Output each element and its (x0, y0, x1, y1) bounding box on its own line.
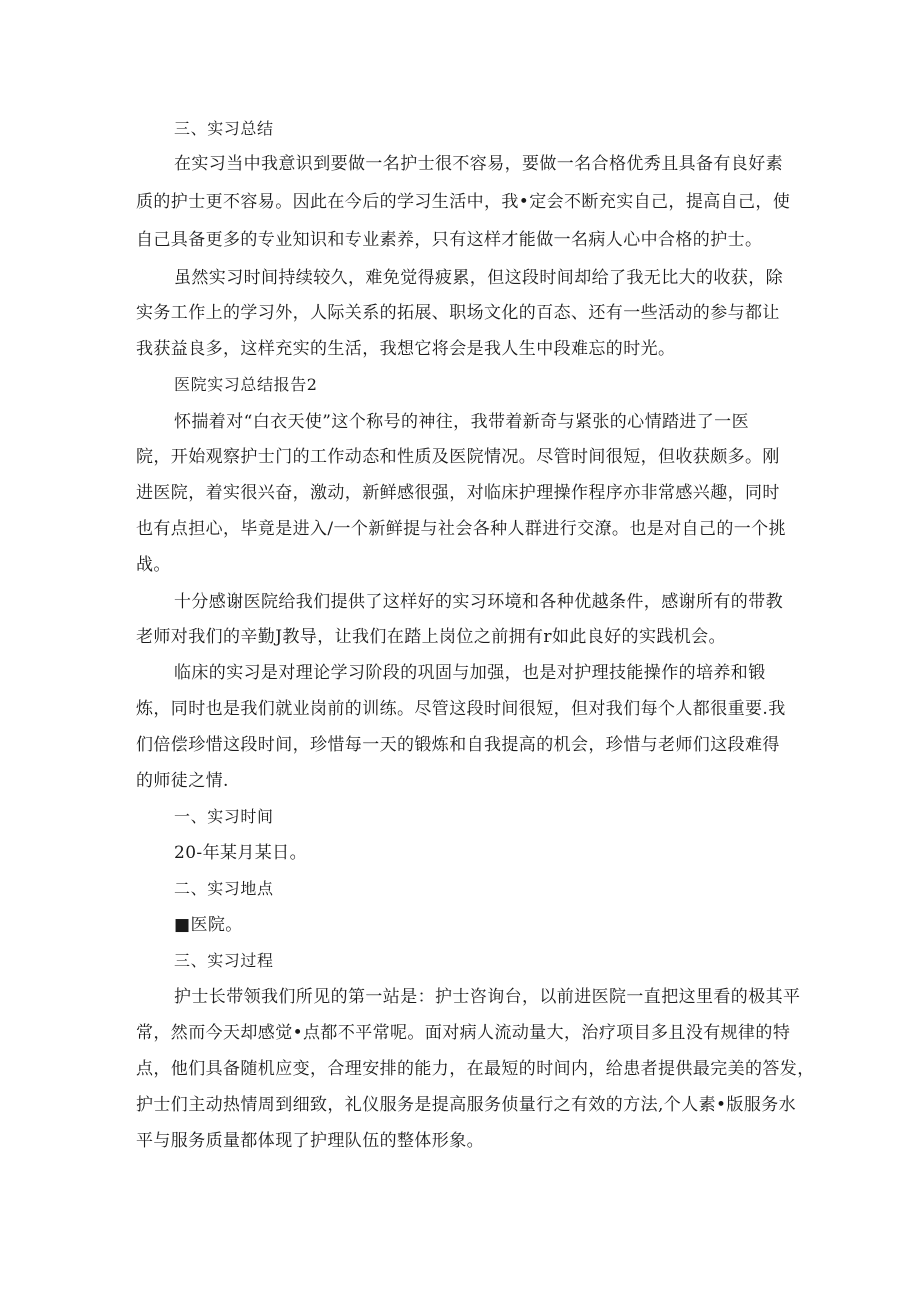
paragraph-line: 炼，同时也是我们就业岗前的训练。尽管这段时间很短，但对我们每个人都很重要.我 (136, 699, 786, 719)
paragraph-line: 自己具备更多的专业知识和专业素养，只有这样才能做一名病人心中合格的护士。 (136, 230, 763, 250)
paragraph-line: 的师徒之情. (136, 771, 229, 791)
paragraph-line: 实务工作上的学习外，人际关系的拓展、职场文化的百态、还有一些活动的参与都让 (136, 303, 780, 323)
section-heading-time: 一、实习时间 (174, 807, 274, 826)
paragraph-line: 战。 (136, 555, 171, 575)
paragraph-line: 院，开始观察护士门的工作动态和性质及医院情况。尽管时间很短，但收获颇多。刚 (136, 447, 780, 467)
paragraph-line: 平与服务质量都体现了护理队伍的整体形象。 (136, 1131, 484, 1151)
paragraph-line: 虽然实习时间持续较久，难免觉得疲累，但这段时间却给了我无比大的收获，除 (174, 268, 783, 288)
section-heading-process: 三、实习过程 (174, 951, 274, 970)
place-value: ■医院。 (174, 915, 243, 935)
paragraph-line: 老师对我们的辛勤J教导，让我们在踏上岗位之前拥有r如此良好的实践机会。 (136, 627, 726, 647)
paragraph-line: 怀揣着对“白衣天使”这个称号的神往，我带着新奇与紧张的心情踏进了一医 (174, 412, 749, 432)
paragraph-line: 质的护士更不容易。因此在今后的学习生活中，我•定会不断充实自己，提高自己，使 (136, 192, 791, 212)
paragraph-line: 进医院，着实很兴奋，激动，新鲜感很强，对临床护理操作程序亦非常感兴趣，同时 (136, 483, 780, 503)
paragraph-line: 在实习当中我意识到要做一名护士很不容易，要做一名合格优秀且具备有良好素 (174, 154, 783, 174)
section-heading-summary: 三、实习总结 (174, 119, 274, 138)
section-heading-place: 二、实习地点 (174, 879, 274, 898)
time-value: 20-年某月某日。 (174, 843, 307, 863)
paragraph-line: 临床的实习是对理论学习阶段的巩固与加强，也是对护理技能操作的培养和锻 (174, 663, 766, 683)
paragraph-line: 点，他们具备随机应变，合理安排的能力，在最短的时间内，给患者提供最完美的答发， (136, 1059, 815, 1079)
paragraph-line: 常，然而今天却感觉•点都不平常呢。面对病人流动量大，治疗项目多且没有规律的特 (136, 1023, 791, 1043)
paragraph-line: 十分感谢医院给我们提供了这样好的实习环境和各种优越条件，感谢所有的带教 (174, 592, 783, 612)
paragraph-line: 们倍偿珍惜这段时间，珍惜每一天的锻炼和自我提高的机会，珍惜与老师们这段难得 (136, 735, 780, 755)
paragraph-line: 护士们主动热情周到细致，礼仪服务是提高服务侦量行之有效的方法,个人素•版服务水 (136, 1095, 797, 1115)
paragraph-line: 也有点担心，毕竟是进入/一个新鲜提与社会各种人群进行交潦。也是对自己的一个挑 (136, 519, 786, 539)
paragraph-line: 护士长带领我们所见的第一站是：护士咨询台，以前进医院一直把这里看的极其平 (174, 987, 801, 1007)
paragraph-line: 我获益良多，这样充实的生活，我想它将会是我人生中段难忘的时光。 (136, 339, 676, 359)
report-title: 医院实习总结报告2 (174, 375, 318, 394)
